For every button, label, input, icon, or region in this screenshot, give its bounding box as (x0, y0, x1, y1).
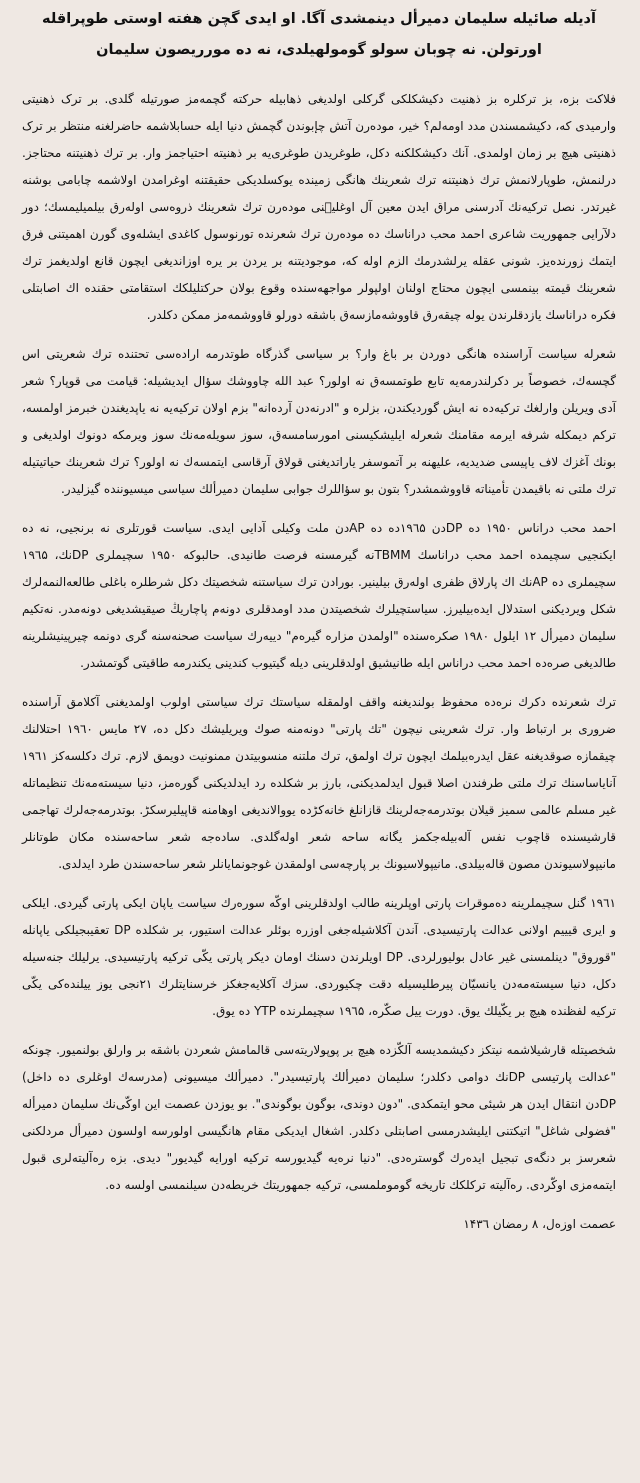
article-body (22, 86, 616, 1199)
article-title: آدیله صائیله سلیمان دمیرأل دینمشدی آگا. او ایدی گچن هفته اوستی طوپراقله اورتولن. نه چوبان سولو گومولهیلدی، نه ده مورریصون سلیمان (42, 11, 596, 58)
paragraph: ترك شعرنده دکرك نرەده محفوظ بولندیغنه واقف اولمقله سیاستك ترك سیاستی اولوب اولمدیغنی آکلامق آراسنده ضروری بر ارتباط وار. ترك شعرینی نیچون "تك پارتی" دونەمنه صوك ویریلیشك دکل ده، ۲۷ مایس ۱۹٦۰ احتلالنك چیقمازه صوقدیغنه عقل ایدرەبیلمك ایچون ترك اولمق، ترك ملتنه منسوبیتدن ممنونیت دویمق لازم. ترك دکلسەکز ۱۹٦۱ آناياساسنك ترك ملتی طرفندن اصلا قبول ایدلمدیکنی، بارز بر شکلده رد ایدلدیکنی گورەمز، دنیا سیستەمەنك تنظیماتله غیر مسلم عالمی سمیز قیلان بوتدرمەجەلرینك قازانلغ خانەکڑده یووالاندیغی اوهامنه قاپیلیرسکڑ. بوتدرمەجەلرك تهاجمی قارشیسنده قاچوب نفس آلەبیلەجکمز یگانه ساحه شعر اولەگلدی. سادەجه شعر ساحەسنده مکان طوتانلر مانیپولاسیوندن مصون قالەبیلدی. مانیپولاسیونك بر پارچەسی اولمقدن غوجونمایانلر شعر ساحەسندن طرد ایدلدی. (22, 695, 616, 871)
paragraph: ۱۹٦۱ گنل سچیملرینه دەموقرات پارتی اوپلرینه طالب اولدقلرینی اوکّه سورەرك سیاست یاپان ایکی پارتی گیردی. ایلکی و ایری قیییم اولانی عدالت پارتیسیدی. آندن آکلاشیلەجغی اوزره بوئلر عدالت استیور، بر شکلده DP تعقیبجیلکی یاپانله "قوروق" دینلمسنی غیر عادل بولیورلردی. DP اویلرندن دسنك اومان دیکر پارتی یکّی ترکیه پارتیسیدی. یرلیلك جنەسیله دکل، دنیا سیستەمەدن یانسیّان پیرطلیسیله دقت چکیوردی. سزك آکلایەجغکز خرسنایتلرك ۲۱نجی یوز ییلندەکی یکّی ترکیه لفظنده هیچ بر یکّیلك یوق. دورت ییل صکّره، ۱۹٦۵ سچیملرنده YTP ده یوق. (22, 896, 617, 1018)
paragraph: احمد محب دراناس ۱۹۵۰ ده DPدن ۱۹٦۵ده ده APدن ملت وکیلی آدایی ایدی. سیاست قورتلری نه برنجیی، نه ده ایکنجیی سچیمده احمد محب دراناسك TBMMنه گیرمسنه فرصت طانیدی. حالبوکه ۱۹۵۰ سچیملری DPنك، ۱۹٦۵ سچیملری ده APنك اك پارلاق ظفری اولەرق بیلینیر. بورادن ترك سیاستنه شخصیتك دکل شرطلره باغلی طالعەالنمەلرك شکل ویردیکنی استدلال ایدەبیلیرز. سیاستچیلرك شخصیتدن مدد اومدقلری دونەم پاچاریڭ صیقیشدیغی دونەمدر. نەتکیم سلیمان دمیرأل ۱۲ ایلول ۱۹۸۰ صکرەسنده "اولمدن مزاره گیرەم" دییەرك سیاست صحنەسنه گری دونمه چیرپینیشلرینه طالدیغی صرەده احمد محب دراناس ایله طانیشیق اولدقلرینی دیله گیتیوب کندینی یکندرمه طاقیتی گوتمشدر. (22, 521, 617, 670)
paragraph: شعرله سیاست آراسنده هانگی دوردن بر باغ وار؟ بر سیاسی گذرگاه طوتدرمه ارادەسی تحتنده ترك شعریتی اس گچسەك، خصوصاً بر دکرلندرمەیه تابع طوتمسەق نه اولور؟ عبد الله چاووشك سؤال ایدیشیله: قیامت می قوپار؟ شعر آدی ویریلن وارلغك ترکیەده نه ایش گوردیکندن، بزلره و "ادرنەدن آردەانه" بزم اولان ترکیەیه نه یاپدیغندن خبرمز اولمسه، ترکم دیمکله شرفه ایرمه مقامنك شعرله ایلیشکیسنی امورسامسەق، سوز سویلەمەنك سوز ویرمکه دونوك اولدیغی و بونك آغزك لاف یاپیسی ضدیدیه، علیهنه بر آتموسفر یاراتدیغنی قولاق آرقاسی ایتمسەك نه اولور؟ ترك شعرینك حیاتیتیله ترك ملتی نه باقیمدن تأمیناته قاووشمشدر؟ بتون بو سؤاللرك جوابی سلیمان دمیرألك سیاسی میسیوننده گیزلیدر. (22, 347, 616, 496)
paragraph: فلاکت بزه، بز ترکلره بز ذهنیت دکیشکلکی گرکلی اولدیغی ذهابیله حرکته گچمەمز صورتیله گلدی. بر ترک ذهنیتی وارمیدی که، دکیشمسندن مدد اومەلم؟ خیر، مودەرن آتش چإبوندن گچمش دنیا ایله حسابلاشمه حاضرلغنه منتظر بر ترک ذهنیتی هیچ بر زمان اولمدی. آنك دکیشکلکنه دکل، طوغریدن طوغری‌یه بر ذهنیته احتیاجمز وار. بر ترك ذهنیتنه محتاجز. درلنمش، طوپارلانمش ترك ذهنیتنه ترك شعرینك هانگی زمینده یوکسلدیکی حقیقتنه اوغرامدن اولاشمه چابامی بوشنه غیرتدر. نصل ترکیه‌نك آدرسنی مراق ایدن معین آل اوغلیٖنی مودەرن ترك شعرینك ذروەسی اولەرق بیلمیلیمسك؛ دور دلآرایی جمهوریت شاعری احمد محب دراناسك ده مودەرن ترك شعرنده تورنوسول کاغدی ایشلەوی گورن اهمیتنی فرق ایتمك زورندەیز. شونی عقله یرلشدرمك الزم اوله که، موجودیتنه بر یردن بر یره اوزاندیغی ایچون قانع اولدیغمز ترك شعرینك قیمته بینمسی ایچون محتاج اولنان اولپولر مواجهەسنده وقوع بولان حرکتلیلکك استقامتی حقنده اك اصابتلی فکره دراناسك یازدقلرندن یوله چیقەرق قاووشەمازسەق باشقه دورلو قاووشمەمز ممکن دکلدر. (22, 92, 616, 322)
author-signature: عصمت اوزەل، ۸ رمضان ۱۴۳٦ (463, 1217, 616, 1231)
paragraph: شخصیتله قارشیلاشمه نیتکز دکیشمدیسه آلکّزده هیچ بر پوپولاریتەسی قالمامش شعردن باشقه بر وارلق بولنمیور. چونکه "عدالت پارتیسی DPنك دوامی دکلدر؛ سلیمان دمیرألك پارتیسیدر". دمیرألك میسیونی (مدرسەك اوغلری ده داخل) DPدن انتقال ایدن هر شیئی محو ایتمکدی. "دون دوندی، بوگون بوگوندی". بو یوزدن عصمت این اوکّی‌نك سلیمان دمیرأله "فضولی شاغل" اتیکتنی ایلیشدرمسی اصابتلی دکلدر. اشغال ایدیکی مقام هانگیسی اولورسه اولسون دمیرأل مردلکنی شعرسز بر دنگە‌ی تبجیل ایدەرك گوسترەدی. "دنیا نرەیه گیدیورسه ترکیه اورایه گیدیور" دیدی. بزه رەآلیتەلری قبول ایتمەمزی اوكّردی. رەآلیته ترکلکك تاریخه گوموملمسی، ترکیه جمهوریتك خریطەدن سیلنمسی اولسه ده. (22, 1043, 616, 1192)
